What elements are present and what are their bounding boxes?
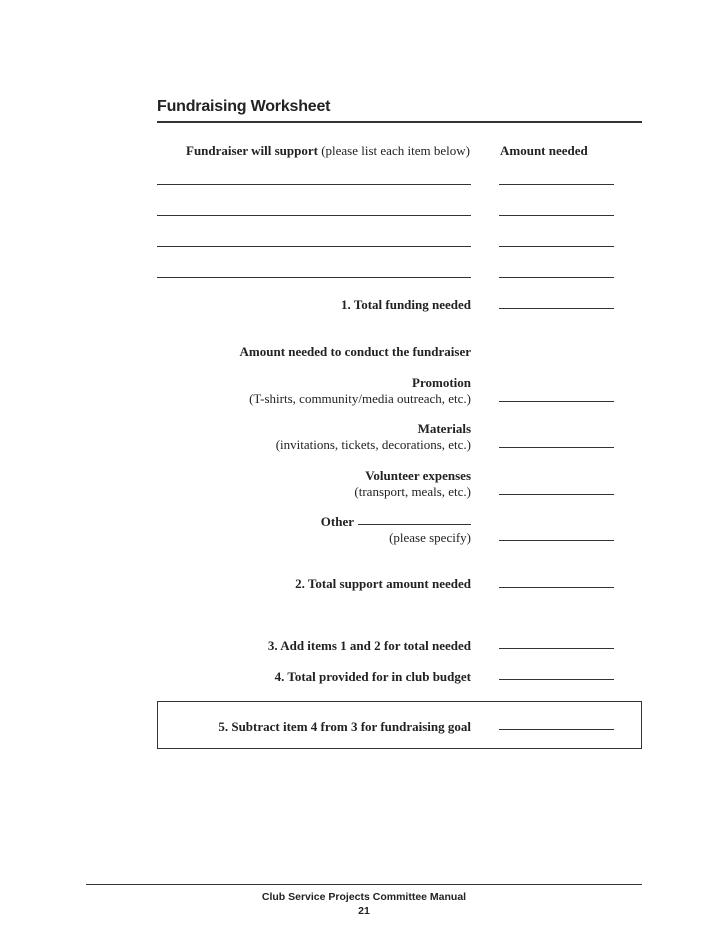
item1-amount-line[interactable] bbox=[499, 308, 614, 309]
volunteer-label: Volunteer expenses bbox=[365, 468, 471, 483]
amount-header: Amount needed bbox=[500, 143, 588, 158]
amount-line-1[interactable] bbox=[499, 184, 614, 185]
other-note: (please specify) bbox=[389, 530, 471, 545]
support-header-label: Fundraiser will support bbox=[186, 143, 318, 158]
item2-amount-line[interactable] bbox=[499, 587, 614, 588]
footer-page-number: 21 bbox=[358, 905, 370, 917]
support-header bbox=[186, 143, 470, 159]
item3-label: 3. Add items 1 and 2 for total needed bbox=[267, 638, 471, 653]
materials-note: (invitations, tickets, decorations, etc.) bbox=[275, 437, 471, 452]
materials-amount-line[interactable] bbox=[499, 447, 614, 448]
item2-label: 2. Total support amount needed bbox=[295, 576, 471, 591]
amount-line-2[interactable] bbox=[499, 215, 614, 216]
amount-line-3[interactable] bbox=[499, 246, 614, 247]
amount-line-4[interactable] bbox=[499, 277, 614, 278]
volunteer-amount-line[interactable] bbox=[499, 494, 614, 495]
promotion-amount-line[interactable] bbox=[499, 401, 614, 402]
other-label: Other bbox=[320, 514, 354, 529]
item4-amount-line[interactable] bbox=[499, 679, 614, 680]
footer-rule bbox=[86, 884, 642, 885]
support-item-line-1[interactable] bbox=[157, 184, 471, 185]
promotion-note: (T-shirts, community/media outreach, etc.) bbox=[249, 391, 471, 406]
promotion-label: Promotion bbox=[412, 375, 471, 390]
page-title: Fundraising Worksheet bbox=[157, 98, 331, 115]
item5-amount-line[interactable] bbox=[499, 729, 614, 730]
other-amount-line[interactable] bbox=[499, 540, 614, 541]
item3-amount-line[interactable] bbox=[499, 648, 614, 649]
item4-label: 4. Total provided for in club budget bbox=[274, 669, 471, 684]
section-label: Amount needed to conduct the fundraiser bbox=[239, 344, 471, 359]
support-header-note: (please list each item below) bbox=[321, 143, 470, 158]
item5-label: 5. Subtract item 4 from 3 for fundraising goal bbox=[218, 719, 471, 734]
support-item-line-3[interactable] bbox=[157, 246, 471, 247]
support-item-line-4[interactable] bbox=[157, 277, 471, 278]
materials-label: Materials bbox=[417, 421, 471, 436]
title-rule bbox=[157, 121, 642, 123]
other-specify-line[interactable] bbox=[358, 524, 471, 525]
volunteer-note: (transport, meals, etc.) bbox=[354, 484, 471, 499]
item1-label: 1. Total funding needed bbox=[340, 297, 471, 312]
support-item-line-2[interactable] bbox=[157, 215, 471, 216]
footer-manual-title: Club Service Projects Committee Manual bbox=[261, 891, 467, 903]
